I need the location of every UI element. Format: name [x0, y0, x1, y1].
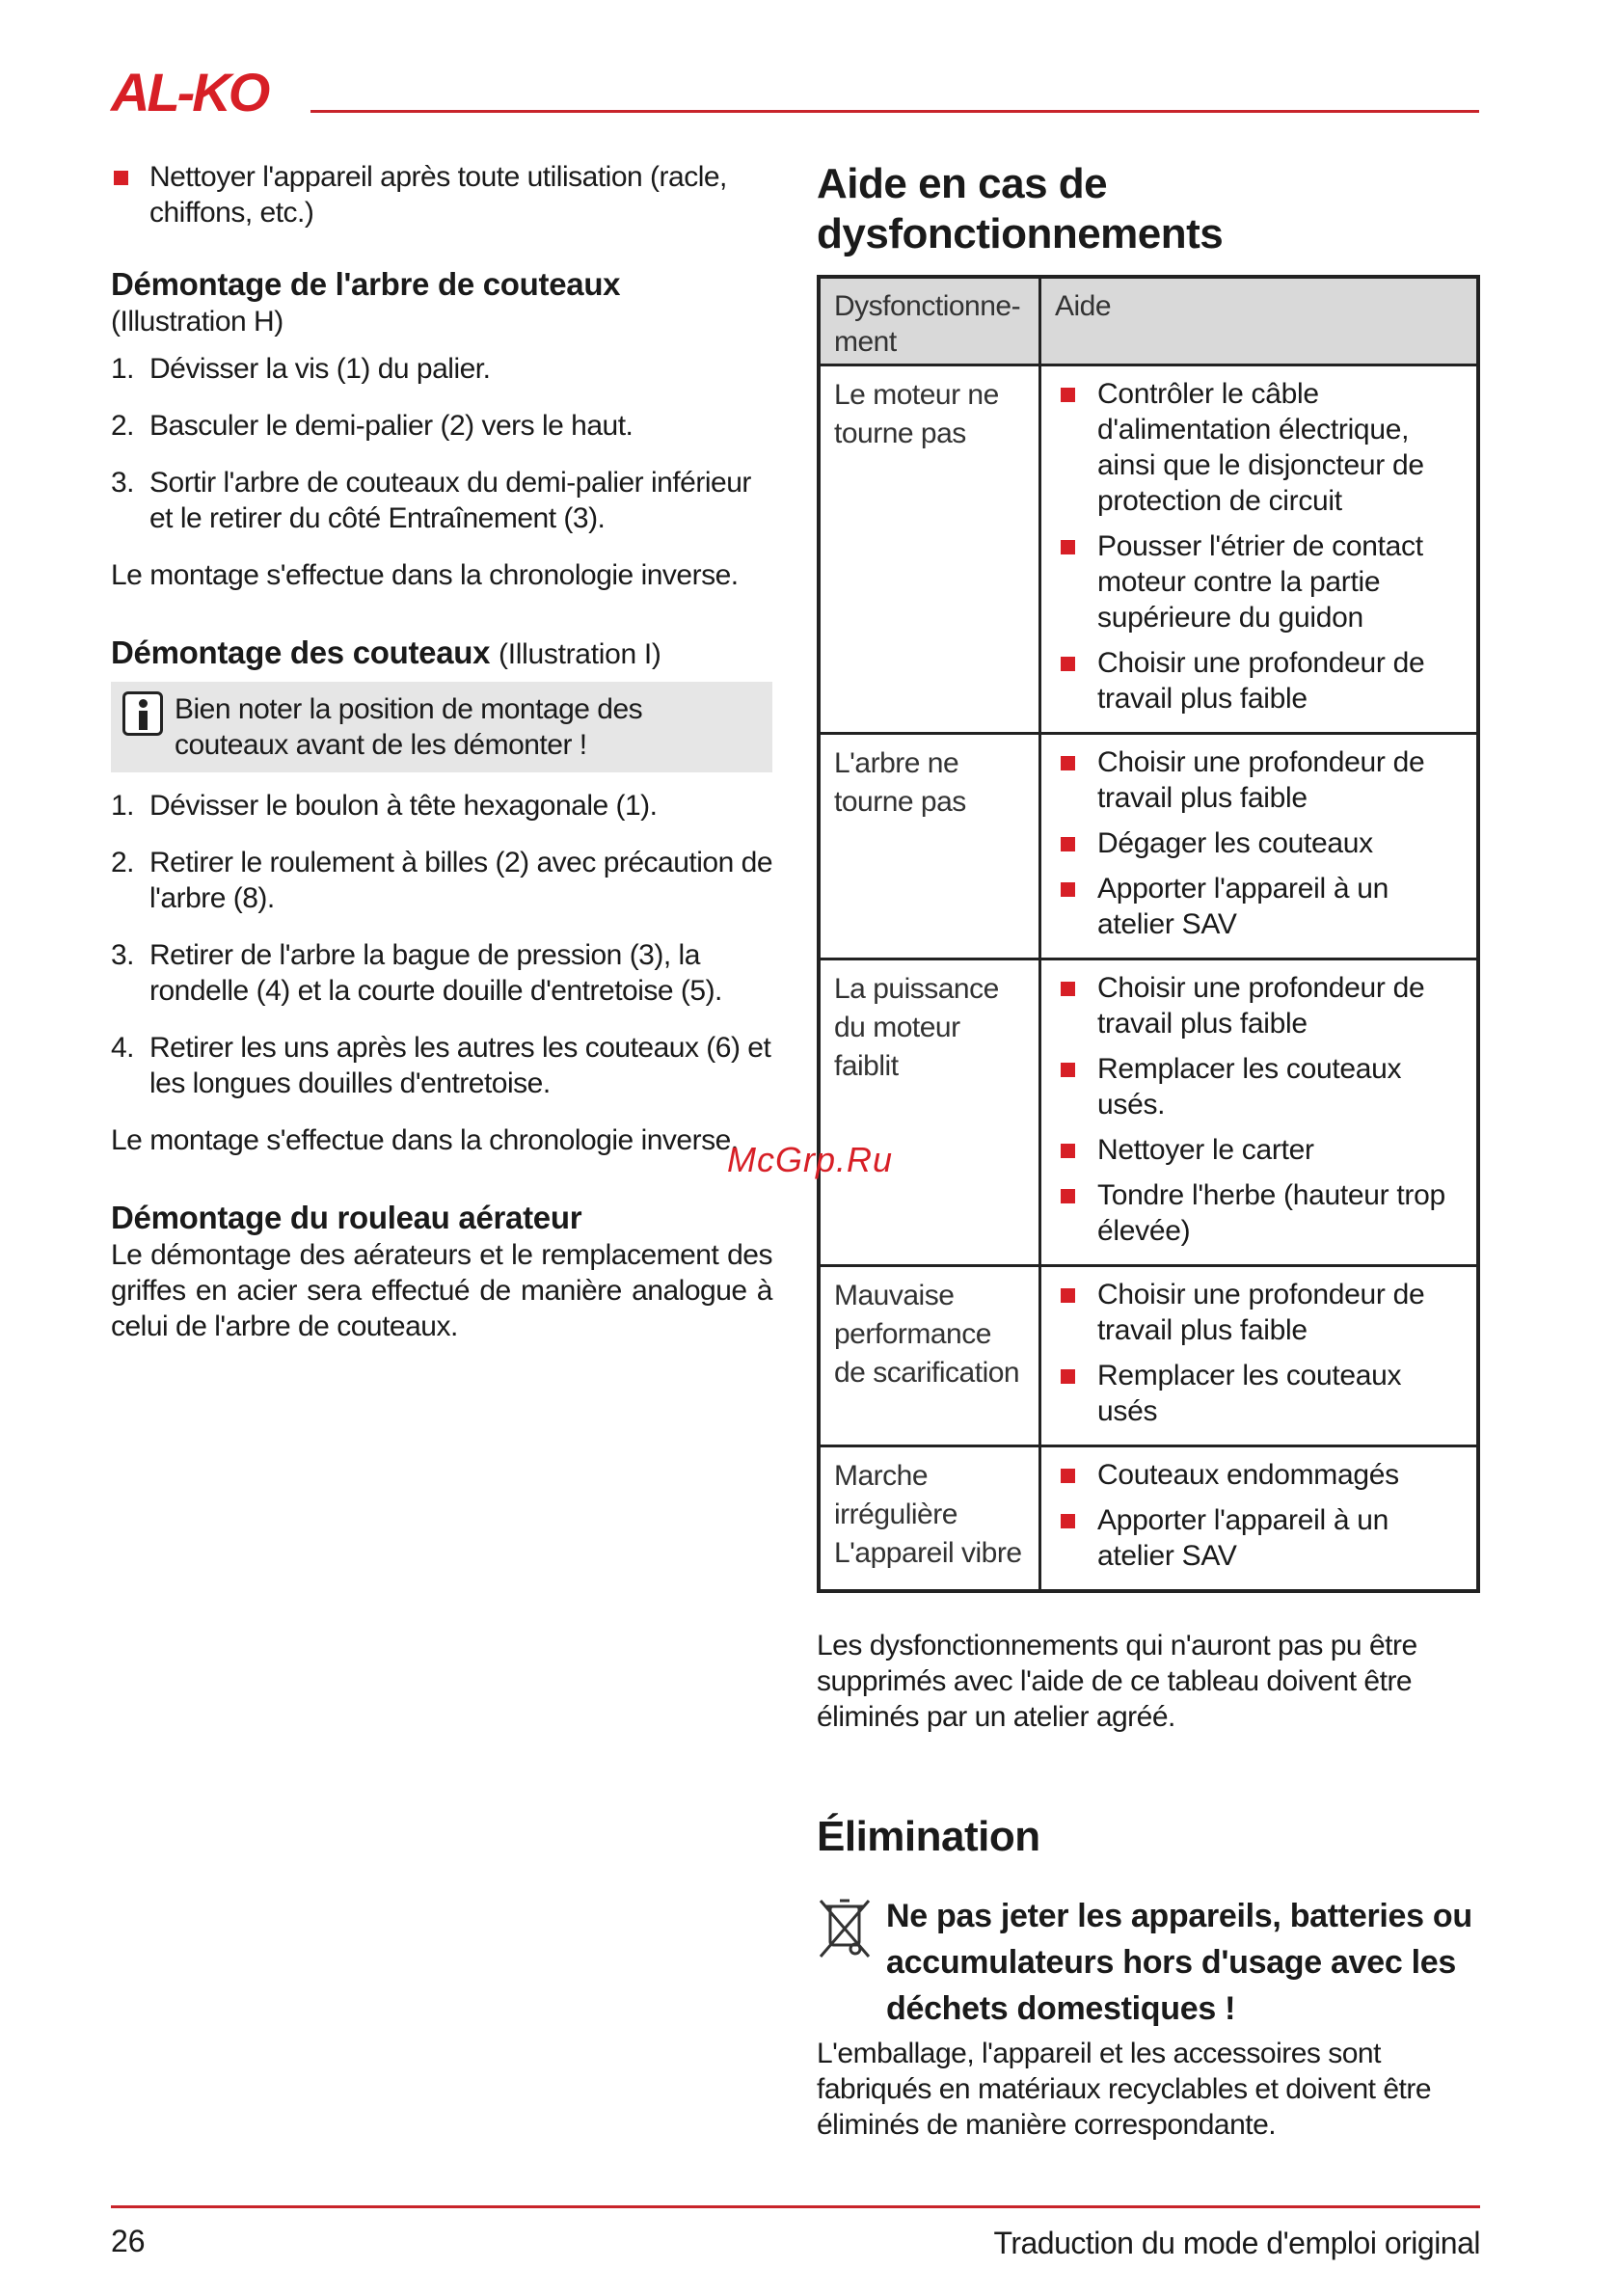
page-number: 26: [111, 2224, 146, 2258]
aid-item: Contrôler le câble d'alimentation électrique, ainsi que le disjoncteur de protection de circuit: [1055, 376, 1463, 519]
table-row: [819, 734, 1478, 959]
aid-item: Choisir une profondeur de travail plus faible: [1055, 744, 1463, 816]
section-title-knife-shaft: Démontage de l'arbre de couteaux: [111, 266, 621, 302]
header-fault: Dysfonctionne-ment: [819, 277, 1040, 365]
fault-cell: L'arbre ne tourne pas: [819, 734, 1040, 959]
list-item: 3. Sortir l'arbre de couteaux du demi-palier inférieur et le retirer du côté Entraînement (3).: [111, 467, 751, 534]
right-column: [817, 159, 1480, 2143]
aid-item: Couteaux endommagés: [1055, 1457, 1463, 1493]
table-row: [819, 959, 1478, 1266]
knives-closing: Le montage s'effectue dans la chronologie inverse.: [111, 1124, 739, 1156]
disposal-body: L'emballage, l'appareil et les accessoires sont fabriqués en matériaux recyclables et doivent être éliminés de manière correspondante.: [817, 2038, 1432, 2141]
list-item: 1. Dévisser le boulon à tête hexagonale (1).: [111, 790, 658, 822]
table-row: [819, 1266, 1478, 1446]
left-column: [111, 159, 772, 1344]
footer-text: Traduction du mode d'emploi original: [993, 2226, 1480, 2260]
aid-cell: [1040, 734, 1479, 959]
troubleshooting-note: Les dysfonctionnements qui n'auront pas pu être supprimés avec l'aide de ce tableau doivent être éliminés par un atelier agréé.: [817, 1630, 1417, 1733]
fault-cell: Le moteur ne tourne pas: [819, 365, 1040, 734]
list-item: 1. Dévisser la vis (1) du palier.: [111, 353, 491, 385]
info-note: [111, 682, 772, 772]
aid-cell: [1040, 365, 1479, 734]
knives-steps: [111, 788, 772, 1101]
aid-item: Pousser l'étrier de contact moteur contre la partie supérieure du guidon: [1055, 528, 1463, 635]
disposal-title: Élimination: [817, 1813, 1040, 1860]
troubleshooting-table: [817, 275, 1480, 1593]
aid-cell: [1040, 1446, 1479, 1592]
list-item: 2. Basculer le demi-palier (2) vers le haut.: [111, 410, 634, 442]
info-note-text: Bien noter la position de montage des couteaux avant de les démonter !: [175, 693, 643, 761]
knife-shaft-steps: [111, 351, 772, 536]
watermark: McGrp.Ru: [727, 1140, 894, 1179]
aid-item: Remplacer les couteaux usés.: [1055, 1051, 1463, 1122]
table-row: [819, 365, 1478, 734]
disposal-warning-text: Ne pas jeter les appareils, batteries ou accumulateurs hors d'usage avec les déchets domestiques !: [886, 1898, 1472, 2027]
disposal-warning: [817, 1893, 1480, 2032]
aid-item: Tondre l'herbe (hauteur trop élevée): [1055, 1177, 1463, 1249]
fault-cell: La puissance du moteur faiblit: [819, 959, 1040, 1266]
list-item: 2. Retirer le roulement à billes (2) avec précaution de l'arbre (8).: [111, 847, 772, 914]
crossed-bin-icon: [817, 1893, 873, 1962]
troubleshooting-title: Aide en cas de dysfonctionnements: [817, 160, 1224, 257]
footer-rule: [111, 2205, 1480, 2208]
table-header-row: [819, 277, 1478, 365]
header-aid: Aide: [1040, 277, 1479, 365]
info-icon: [122, 691, 163, 736]
aid-item: Choisir une profondeur de travail plus faible: [1055, 1277, 1463, 1348]
aid-cell: [1040, 1266, 1479, 1446]
aid-item: Apporter l'appareil à un atelier SAV: [1055, 1502, 1463, 1574]
list-item: 4. Retirer les uns après les autres les couteaux (6) et les longues douilles d'entretoise.: [111, 1032, 771, 1099]
list-item: 3. Retirer de l'arbre la bague de pression (3), la rondelle (4) et la courte douille d'entretoise (5).: [111, 939, 722, 1007]
section-title-knives: Démontage des couteaux (Illustration I): [111, 635, 661, 670]
section-subtitle-knife-shaft: (Illustration H): [111, 306, 283, 338]
aid-item: Choisir une profondeur de travail plus faible: [1055, 970, 1463, 1041]
section-title-aerator: Démontage du rouleau aérateur: [111, 1200, 582, 1235]
aerator-body: Le démontage des aérateurs et le remplacement des griffes en acier sera effectué de manière analogue à celui de l'arbre de couteaux.: [111, 1239, 772, 1342]
fault-cell: Mauvaise performance de scarification: [819, 1266, 1040, 1446]
knife-shaft-closing: Le montage s'effectue dans la chronologie inverse.: [111, 559, 739, 591]
fault-cell: Marche irrégulière L'appareil vibre: [819, 1446, 1040, 1592]
aid-item: Nettoyer le carter: [1055, 1132, 1463, 1168]
aid-cell: [1040, 959, 1479, 1266]
brand-logo: AL-KO: [111, 62, 268, 122]
aid-item: Choisir une profondeur de travail plus faible: [1055, 645, 1463, 716]
aid-item: Dégager les couteaux: [1055, 825, 1463, 861]
intro-bullet: Nettoyer l'appareil après toute utilisation (racle, chiffons, etc.): [111, 159, 772, 230]
aid-item: Remplacer les couteaux usés: [1055, 1358, 1463, 1429]
header-rule: [310, 110, 1479, 113]
table-row: [819, 1446, 1478, 1592]
aid-item: Apporter l'appareil à un atelier SAV: [1055, 871, 1463, 942]
